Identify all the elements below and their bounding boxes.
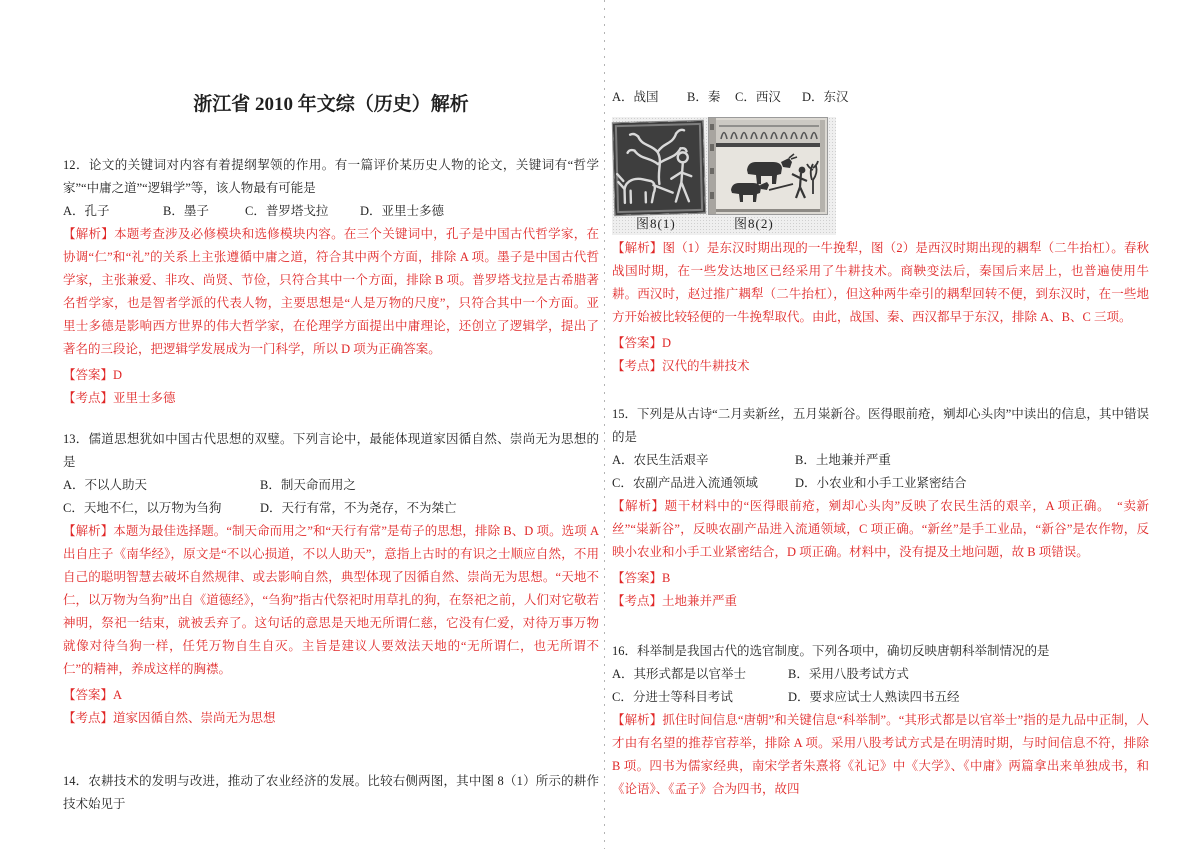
options-row <box>612 449 1149 472</box>
question-stem: 12．论文的关键词对内容有着提纲挈领的作用。有一篇评价某历史人物的论文，关键词有“哲学家”“中庸之道”“逻辑学”等，该人物最有可能是 <box>63 158 599 195</box>
exam-point-text: 【考点】汉代的牛耕技术 <box>612 359 750 373</box>
analysis-text: 【解析】本题考查涉及必修模块和选修模块内容。在三个关键词中，孔子是中国古代哲学家，在协调“仁”和“礼”的关系上主张遵循中庸之道，符合其中两个方面，排除 A 项。墨子是中国古代哲学家，主张兼爱、非攻、尚贤、节俭，只符合其中一个方面，排除 B 项。普罗塔戈拉是古希腊著名哲学家，也是智者学派的代表人物，主要思想是“人是万物的尺度”，只符合其中一个方面。亚里士多德是影响西方世界的伟大哲学家，在伦理学方面提出中庸理论，还创立了逻辑学，提出了著名的三段论，把逻辑学发展成为一门科学，所以 D 项为正确答案。 <box>63 227 599 356</box>
option-b: B．秦 <box>687 90 721 104</box>
answer-text: 【答案】D <box>612 336 672 350</box>
analysis-text: 【解析】图（1）是东汉时期出现的一牛挽犁，图（2）是西汉时期出现的耦犁（二牛抬杠）。春秋战国时期，在一些发达地区已经采用了牛耕技术。商鞅变法后，秦国后来居上，也普遍使用牛耕。西汉时，赵过推广耦犁（二牛抬杠），但这种两牛牵引的耦犁回转不便，到东汉时，在一些地方开始被比较轻便的一牛挽犁取代。由此，战国、秦、西汉都早于东汉，排除 A、B、C 三项。 <box>612 241 1149 324</box>
option-b: B．采用八股考试方式 <box>788 667 909 681</box>
options-row <box>63 497 599 520</box>
analysis-text: 【解析】抓住时间信息“唐朝”和关键信息“科举制”。“其形式都是以官举士”指的是九品中正制，人才由有名望的推荐官荐举，排除 A 项。采用八股考试方式是在明清时期，与时间信息不符，排除 B 项。四书为儒家经典，南宋学者朱熹将《礼记》中《大学》、《中庸》两篇拿出来单独成书，和《论语》、《孟子》合为四书，故四 <box>612 713 1149 796</box>
answer-text: 【答案】B <box>612 571 671 585</box>
question-16 <box>612 640 1149 801</box>
figure-8-block <box>612 117 836 235</box>
question-12 <box>63 154 599 410</box>
exam-point-text: 【考点】亚里士多德 <box>63 391 176 405</box>
question-stem: 15．下列是从古诗“二月卖新丝，五月粜新谷。医得眼前疮，剜却心头肉”中读出的信息，其中错误的是 <box>612 407 1149 444</box>
figure-8-2-image <box>709 118 827 214</box>
option-d: D．天行有常，不为尧存，不为桀亡 <box>260 501 457 515</box>
option-b: B．土地兼并严重 <box>795 453 891 467</box>
figure-8-1-image <box>613 121 705 215</box>
option-a: A．不以人助天 <box>63 478 148 492</box>
question-stem: 16．科举制是我国古代的选官制度。下列各项中，确切反映唐朝科举制情况的是 <box>612 644 1050 658</box>
option-a: A．孔子 <box>63 204 110 218</box>
option-a: A．战国 <box>612 90 659 104</box>
question-stem: 13．儒道思想犹如中国古代思想的双璧。下列言论中，最能体现道家因循自然、崇尚无为思想的是 <box>63 432 599 469</box>
document-title: 浙江省 2010 年文综（历史）解析 <box>193 94 469 115</box>
answer-text: 【答案】A <box>63 688 123 702</box>
option-d: D．亚里士多德 <box>360 204 445 218</box>
analysis-text: 【解析】本题为最佳选择题。“制天命而用之”和“天行有常”是荀子的思想，排除 B、D 项。选项 A 出自庄子《南华经》，原文是“不以心损道，不以人助天”，意指上古时的有识之士顺应自然，不用自己的聪明智慧去破坏自然规律、或去影响自然，典型体现了因循自然、崇尚无为思想。“天地不仁，以万物为刍狗”出自《道德经》，“刍狗”指古代祭祀时用草扎的狗，在祭祀之前，人们对它敬若神明，祭祀一结束，就被丢弃了。这句话的意思是天地无所谓仁慈，它没有仁爱，对待万事万物就像对待刍狗一样，任凭万物自生自灭。主旨是建议人要效法天地的“无所谓仁，也无所谓不仁”的精神，养成这样的胸襟。 <box>63 524 599 676</box>
option-c: C．西汉 <box>735 90 781 104</box>
figure-8-2-caption: 图8(2) <box>734 216 774 231</box>
options-row <box>612 663 1149 686</box>
analysis-text: 【解析】题干材料中的“医得眼前疮，剜却心头肉”反映了农民生活的艰辛，A 项正确。 “卖新丝”“粜新谷”，反映农副产品进入流通领域，C 项正确。“新丝”是手工业品，“新谷”是农作物，反映小农业和小手工业紧密结合，D 项正确。材料中，没有提及土地问题，故 B 项错误。 <box>612 499 1149 559</box>
question-14-stem-block <box>63 770 599 816</box>
exam-point-text: 【考点】土地兼并严重 <box>612 594 738 608</box>
left-column <box>63 0 599 816</box>
options-row <box>612 686 1149 709</box>
option-a: A．农民生活艰辛 <box>612 453 709 467</box>
option-d: D．小农业和小手工业紧密结合 <box>795 476 967 490</box>
right-column <box>612 0 1149 801</box>
options-row <box>63 474 599 497</box>
option-c: C．天地不仁，以万物为刍狗 <box>63 501 222 515</box>
question-stem: 14．农耕技术的发明与改进，推动了农业经济的发展。比较右侧两图，其中图 8（1）所示的耕作技术始见于 <box>63 774 599 811</box>
option-d: D．东汉 <box>802 90 849 104</box>
option-b: B．制天命而用之 <box>260 478 356 492</box>
question-14-options-block <box>612 86 1149 378</box>
option-a: A．其形式都是以官举士 <box>612 667 747 681</box>
option-c: C．农副产品进入流通领域 <box>612 476 758 490</box>
question-15 <box>612 403 1149 613</box>
figure-8-1-caption: 图8(1) <box>636 216 676 231</box>
option-b: B．墨子 <box>163 204 209 218</box>
option-d: D．要求应试士人熟读四书五经 <box>788 690 960 704</box>
options-row <box>612 472 1149 495</box>
options-row <box>63 200 599 223</box>
option-c: C．分进士等科目考试 <box>612 690 733 704</box>
exam-point-text: 【考点】道家因循自然、崇尚无为思想 <box>63 711 276 725</box>
question-13 <box>63 428 599 730</box>
answer-text: 【答案】D <box>63 368 123 382</box>
options-row <box>612 86 1149 109</box>
column-divider <box>603 0 605 849</box>
option-c: C．普罗塔戈拉 <box>245 204 329 218</box>
